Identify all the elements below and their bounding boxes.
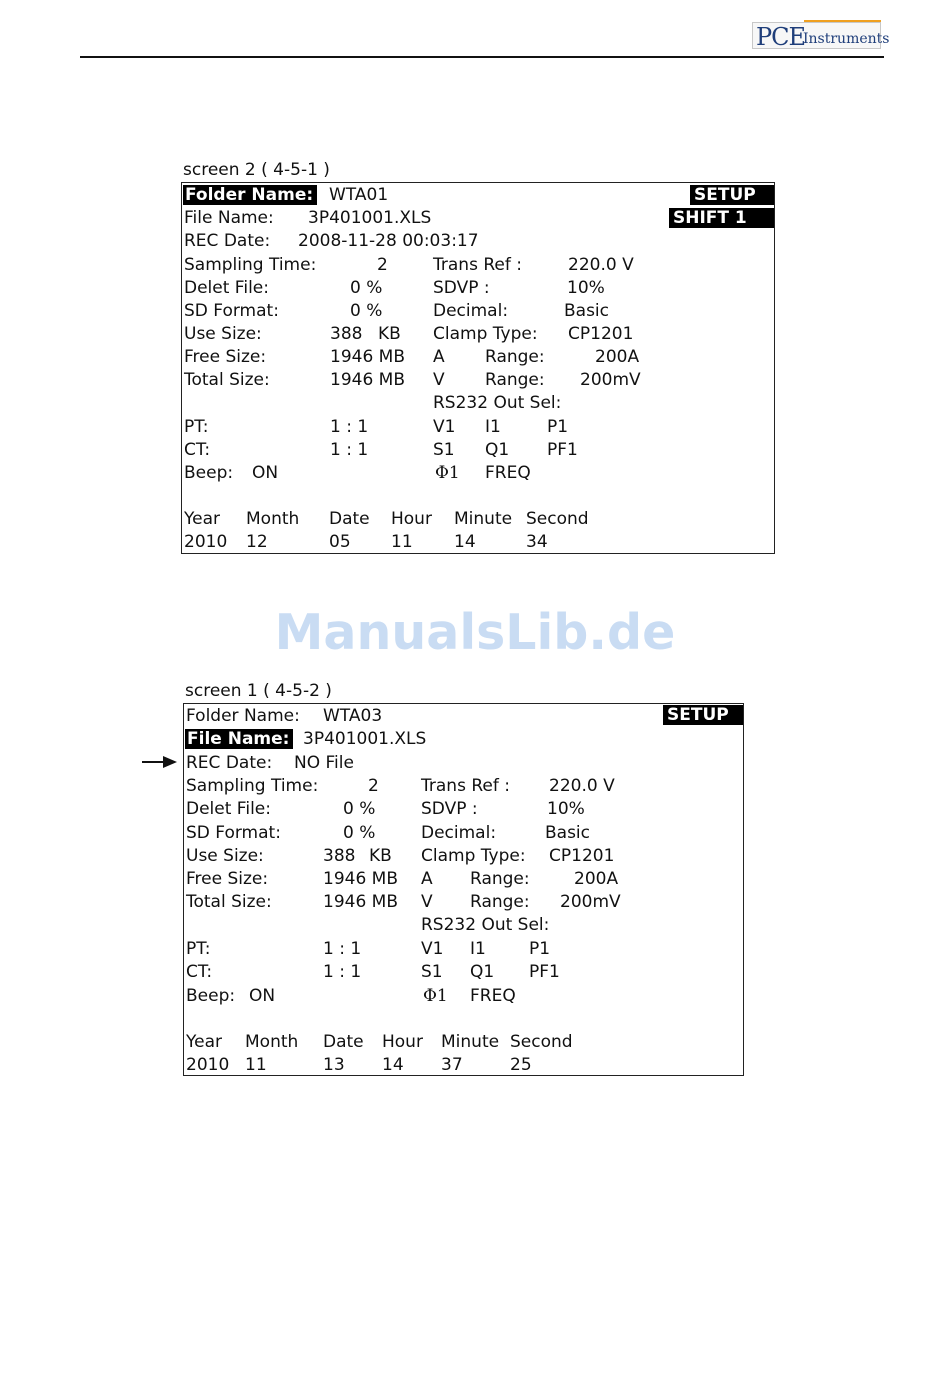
- beep-label: Beep:: [186, 986, 236, 1006]
- minute-header: Minute: [441, 1032, 500, 1052]
- hour-value: 11: [391, 532, 413, 552]
- trans-ref-label: Trans Ref :: [421, 776, 510, 796]
- file-name-value: 3P401001.XLS: [308, 208, 432, 228]
- out-phi1: Φ1: [423, 986, 448, 1006]
- pce-instruments-logo: [752, 20, 890, 51]
- decimal-value: Basic: [545, 823, 591, 843]
- sampling-time-label: Sampling Time:: [184, 255, 317, 275]
- v-label: V: [433, 370, 445, 390]
- v-range-label: Range:: [485, 370, 545, 390]
- delet-file-label: Delet File:: [184, 278, 269, 298]
- v-label: V: [421, 892, 433, 912]
- total-size-label: Total Size:: [186, 892, 272, 912]
- rs232-out-sel-label: RS232 Out Sel:: [433, 393, 562, 413]
- trans-ref-value: 220.0 V: [568, 255, 634, 275]
- v-range-value: 200mV: [580, 370, 641, 390]
- a-label: A: [433, 347, 445, 367]
- sampling-time-value: 2: [377, 255, 388, 275]
- month-header: Month: [246, 509, 300, 529]
- hour-header: Hour: [382, 1032, 423, 1052]
- total-size-value: 1946 MB: [323, 892, 398, 912]
- setup-screen-shift1: [181, 182, 775, 554]
- decimal-value: Basic: [564, 301, 610, 321]
- date-header: Date: [329, 509, 370, 529]
- out-freq: FREQ: [470, 986, 516, 1006]
- use-size-label: Use Size:: [186, 846, 264, 866]
- clamp-type-value: CP1201: [549, 846, 615, 866]
- use-size-value: 388: [330, 324, 363, 344]
- folder-name-value: WTA03: [323, 706, 383, 726]
- sampling-time-label: Sampling Time:: [186, 776, 319, 796]
- sdvp-value: 10%: [547, 799, 585, 819]
- watermark: ManualsLib.de: [274, 604, 676, 661]
- out-s1: S1: [433, 440, 455, 460]
- decimal-label: Decimal:: [433, 301, 509, 321]
- out-v1: V1: [421, 939, 444, 959]
- date-value: 13: [323, 1055, 345, 1075]
- setup-screen: [183, 703, 744, 1076]
- setup-badge: SETUP: [690, 185, 774, 205]
- date-header: Date: [323, 1032, 364, 1052]
- hour-value: 14: [382, 1055, 404, 1075]
- free-size-label: Free Size:: [186, 869, 269, 889]
- use-size-value: 388: [323, 846, 356, 866]
- beep-label: Beep:: [184, 463, 234, 483]
- rec-date-value: NO File: [294, 753, 354, 773]
- hour-header: Hour: [391, 509, 432, 529]
- free-size-label: Free Size:: [184, 347, 267, 367]
- sd-format-value: 0 %: [350, 301, 383, 321]
- out-i1: I1: [485, 417, 501, 437]
- ct-label: CT:: [186, 962, 213, 982]
- minute-value: 37: [441, 1055, 463, 1075]
- rec-date-value: 2008-11-28 00:03:17: [298, 231, 479, 251]
- out-q1: Q1: [485, 440, 510, 460]
- rs232-out-sel-label: RS232 Out Sel:: [421, 915, 550, 935]
- folder-name-value: WTA01: [329, 185, 389, 205]
- sampling-time-value: 2: [368, 776, 379, 796]
- clamp-type-label: Clamp Type:: [421, 846, 526, 866]
- date-value: 05: [329, 532, 351, 552]
- year-value: 2010: [186, 1055, 230, 1075]
- logo-box: [752, 22, 890, 51]
- v-range-label: Range:: [470, 892, 530, 912]
- clamp-type-value: CP1201: [568, 324, 634, 344]
- month-header: Month: [245, 1032, 299, 1052]
- screen-caption: screen 1 ( 4-5-2 ): [185, 681, 332, 701]
- use-size-unit: KB: [378, 324, 401, 344]
- pointer-arrow-icon: [163, 756, 177, 768]
- rec-date-label: REC Date:: [186, 753, 273, 773]
- ct-value: 1 : 1: [330, 440, 369, 460]
- month-value: 12: [246, 532, 268, 552]
- second-value: 34: [526, 532, 548, 552]
- sdvp-label: SDVP :: [421, 799, 478, 819]
- second-header: Second: [526, 509, 589, 529]
- minute-value: 14: [454, 532, 476, 552]
- pt-value: 1 : 1: [330, 417, 369, 437]
- file-name-label: File Name:: [185, 729, 293, 749]
- sd-format-label: SD Format:: [184, 301, 279, 321]
- out-pf1: PF1: [547, 440, 578, 460]
- delet-file-label: Delet File:: [186, 799, 271, 819]
- sd-format-label: SD Format:: [186, 823, 281, 843]
- out-p1: P1: [547, 417, 569, 437]
- header-rule: [80, 56, 884, 58]
- folder-name-label: Folder Name:: [186, 706, 300, 726]
- trans-ref-value: 220.0 V: [549, 776, 615, 796]
- second-value: 25: [510, 1055, 532, 1075]
- pt-label: PT:: [186, 939, 211, 959]
- year-header: Year: [184, 509, 220, 529]
- trans-ref-label: Trans Ref :: [433, 255, 522, 275]
- minute-header: Minute: [454, 509, 513, 529]
- ct-value: 1 : 1: [323, 962, 362, 982]
- out-freq: FREQ: [485, 463, 531, 483]
- logo-instruments-text: Instruments: [803, 31, 890, 47]
- free-size-value: 1946 MB: [323, 869, 398, 889]
- logo-pce-text: PCE: [756, 23, 806, 51]
- sdvp-value: 10%: [567, 278, 605, 298]
- setup-badge: SETUP: [663, 705, 743, 725]
- sd-format-value: 0 %: [343, 823, 376, 843]
- out-q1: Q1: [470, 962, 495, 982]
- pt-value: 1 : 1: [323, 939, 362, 959]
- year-value: 2010: [184, 532, 228, 552]
- a-label: A: [421, 869, 433, 889]
- free-size-value: 1946 MB: [330, 347, 405, 367]
- decimal-label: Decimal:: [421, 823, 497, 843]
- a-range-label: Range:: [485, 347, 545, 367]
- total-size-value: 1946 MB: [330, 370, 405, 390]
- delet-file-value: 0 %: [350, 278, 383, 298]
- a-range-value: 200A: [595, 347, 640, 367]
- out-pf1: PF1: [529, 962, 560, 982]
- screen-caption: screen 2 ( 4-5-1 ): [183, 160, 330, 180]
- sdvp-label: SDVP :: [433, 278, 490, 298]
- rec-date-label: REC Date:: [184, 231, 271, 251]
- shift1-badge: SHIFT 1: [669, 208, 774, 228]
- v-range-value: 200mV: [560, 892, 621, 912]
- beep-value: ON: [249, 986, 276, 1006]
- folder-name-label: Folder Name:: [183, 185, 317, 205]
- out-s1: S1: [421, 962, 443, 982]
- use-size-unit: KB: [369, 846, 392, 866]
- out-v1: V1: [433, 417, 456, 437]
- ct-label: CT:: [184, 440, 211, 460]
- total-size-label: Total Size:: [184, 370, 270, 390]
- second-header: Second: [510, 1032, 573, 1052]
- month-value: 11: [245, 1055, 267, 1075]
- a-range-label: Range:: [470, 869, 530, 889]
- year-header: Year: [186, 1032, 222, 1052]
- file-name-label: File Name:: [184, 208, 274, 228]
- out-i1: I1: [470, 939, 486, 959]
- pt-label: PT:: [184, 417, 209, 437]
- delet-file-value: 0 %: [343, 799, 376, 819]
- use-size-label: Use Size:: [184, 324, 262, 344]
- out-phi1: Φ1: [435, 463, 460, 483]
- clamp-type-label: Clamp Type:: [433, 324, 538, 344]
- out-p1: P1: [529, 939, 551, 959]
- beep-value: ON: [252, 463, 279, 483]
- a-range-value: 200A: [574, 869, 619, 889]
- file-name-value: 3P401001.XLS: [303, 729, 427, 749]
